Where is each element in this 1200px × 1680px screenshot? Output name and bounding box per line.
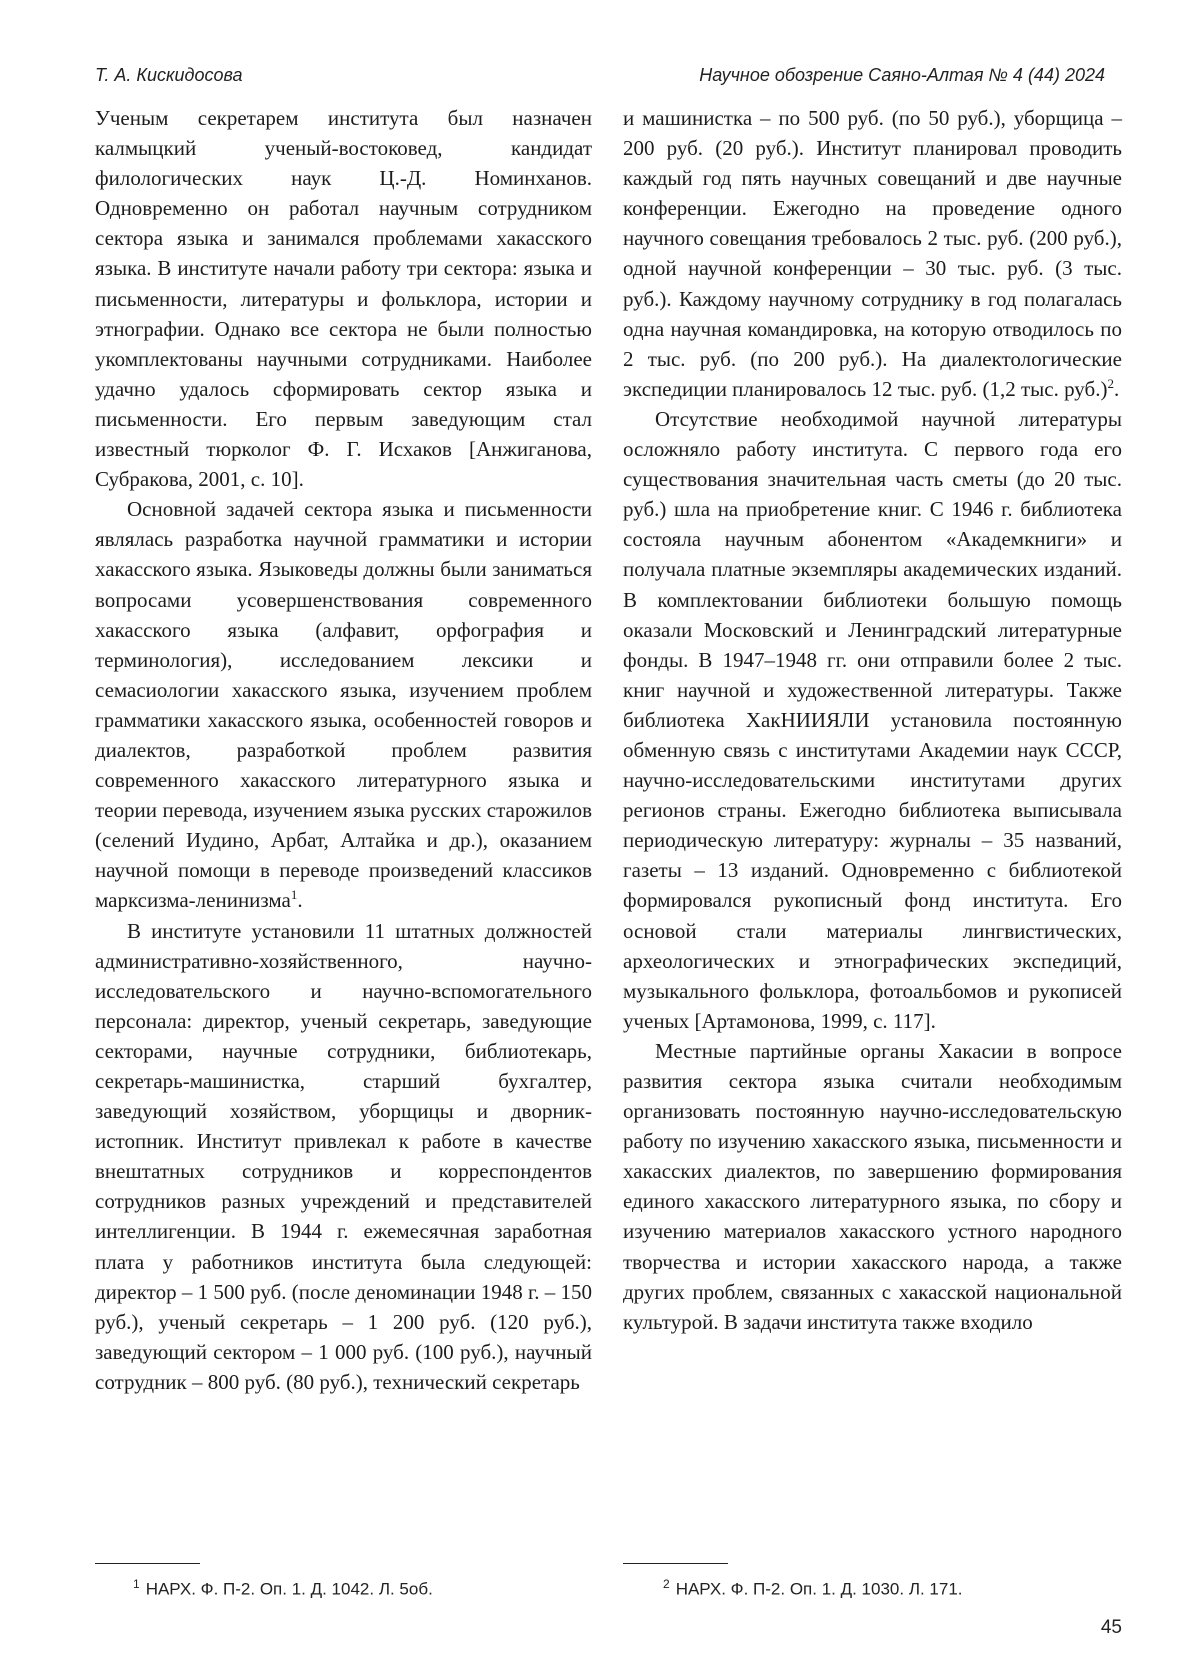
paragraph bbox=[95, 494, 592, 915]
footnote-text: НАРХ. Ф. П-2. Оп. 1. Д. 1042. Л. 5об. bbox=[145, 1579, 433, 1599]
footnote-ref[interactable]: 2 bbox=[1107, 375, 1114, 391]
running-head-author: Т. А. Кискидосова bbox=[95, 64, 243, 85]
paragraph: В институте установили 11 штатных должностей административно-хозяйственного, научно-исследовательского и научно-вспомогательного персонала: директор, ученый секретарь, заведующие секторами, научные сотрудники, библиотекарь, секретарь-машинистка, старший бухгалтер, заведующий хозяйством, уборщицы и дворник-истопник. Институт привлекал к работе в качестве внештатных сотрудников и корреспондентов сотрудников разных учреждений и представителей интеллигенции. В 1944 г. ежемесячная заработная плата у работников института была следующей: директор – 1 500 руб. (после деноминации 1948 г. – 150 руб.), ученый секретарь – 1 200 руб. (120 руб.), заведующий сектором – 1 000 руб. (100 руб.), научный сотрудник – 800 руб. (80 руб.), технический секретарь bbox=[95, 918, 592, 1394]
paragraph-text: Основной задачей сектора языка и письменности являлась разработка научной грамматики и истории хакасского языка. Языковеды должны были заниматься вопросами усовершенствования современного хакасского языка (алфавит, орфография и терминология), исследованием лексики и семасиологии хакасского языка, изучением проблем грамматики хакасского языка, особенностей говоров и диалектов, разработкой проблем развития современного хакасского литературного языка и теории перевода, изучением языка русских старожилов (селений Иудино, Арбат, Алтайка и др.), оказанием научной помощи в переводе произведений классиков марксизма-ленинизма bbox=[95, 497, 592, 913]
paragraph: Местные партийные органы Хакасии в вопросе развития сектора языка считали необходимым организовать постоянную научно-исследовательскую работу по изучению хакасского языка, письменности и хакасских диалектов, по завершению формирования единого хакасского литературного языка, по сбору и изучению материалов хакасского устного народного творчества и истории хакасского народа, а также других проблем, связанных с хакасской национальной культурой. В задачи института также входило bbox=[623, 1038, 1122, 1334]
running-head-journal: Научное обозрение Саяно-Алтая № 4 (44) 2024 bbox=[699, 64, 1105, 85]
footnote-ref[interactable]: 1 bbox=[290, 887, 298, 903]
footnote-divider bbox=[95, 1563, 200, 1564]
left-column bbox=[95, 103, 592, 1397]
footnote-number: 2 bbox=[663, 1577, 670, 1591]
footnote-number: 1 bbox=[133, 1577, 140, 1591]
paragraph: Отсутствие необходимой научной литературы осложняло работу института. С первого года его существования значительная часть сметы (до 20 тыс. руб.) шла на приобретение книг. С 1946 г. библиотека состояла научным абонентом «Академкниги» и получала платные экземпляры академических изданий. В комплектовании библиотеки большую помощь оказали Московский и Ленинградский литературные фонды. В 1947–1948 гг. они отправили более 2 тыс. книг научной и художественной литературы. Также библиотека ХакНИИЯЛИ установила постоянную обменную связь с институтами Академии наук СССР, научно-исследовательскими институтами других регионов страны. Ежегодно библиотека выписывала периодическую литературу: журналы – 35 названий, газеты – 13 изданий. Одновременно с библиотекой формировался рукописный фонд института. Его основой стали материалы лингвистических, археологических и этнографических экспедиций, музыкального фольклора, фотоальбомов и рукописей ученых [Артамонова, 1999, с. 117]. bbox=[623, 406, 1122, 1033]
paragraph-end: . bbox=[297, 888, 303, 913]
page-number: 45 bbox=[1100, 1617, 1122, 1638]
footnote-divider bbox=[623, 1563, 728, 1564]
running-head bbox=[95, 60, 1105, 90]
right-column bbox=[623, 103, 1122, 1337]
footnote-1 bbox=[133, 1572, 433, 1602]
paragraph: Ученым секретарем института был назначен калмыцкий ученый-востоковед, кандидат филологических наук Ц.-Д. Номинханов. Одновременно он работал научным сотрудником сектора языка и занимался проблемами хакасского языка. В институте начали работу три сектора: языка и письменности, литературы и фольклора, истории и этнографии. Однако все сектора не были полностью укомплектованы научными сотрудниками. Наиболее удачно удалось сформировать сектор языка и письменности. Его первым заведующим стал известный тюрколог Ф. Г. Исхаков [Анжиганова, Субракова, 2001, с. 10]. bbox=[95, 106, 592, 492]
paragraph-end: . bbox=[1113, 376, 1120, 401]
paragraph bbox=[623, 103, 1122, 404]
footnote-text: НАРХ. Ф. П-2. Оп. 1. Д. 1030. Л. 171. bbox=[675, 1579, 963, 1599]
footnote-2 bbox=[663, 1572, 963, 1602]
paragraph-text: и машинистка – по 500 руб. (по 50 руб.), уборщица – 200 руб. (20 руб.). Институт планировал проводить каждый год пять научных совещаний и две научные конференции. Ежегодно на проведение одного научного совещания требовалось 2 тыс. руб. (200 руб.), одной научной конференции – 30 тыс. руб. (3 тыс. руб.). Каждому научному сотруднику в год полагалась одна научная командировка, на которую отводилось по 2 тыс. руб. (по 200 руб.). На диалектологические экспедиции планировалось 12 тыс. руб. (1,2 тыс. руб.) bbox=[623, 106, 1122, 401]
